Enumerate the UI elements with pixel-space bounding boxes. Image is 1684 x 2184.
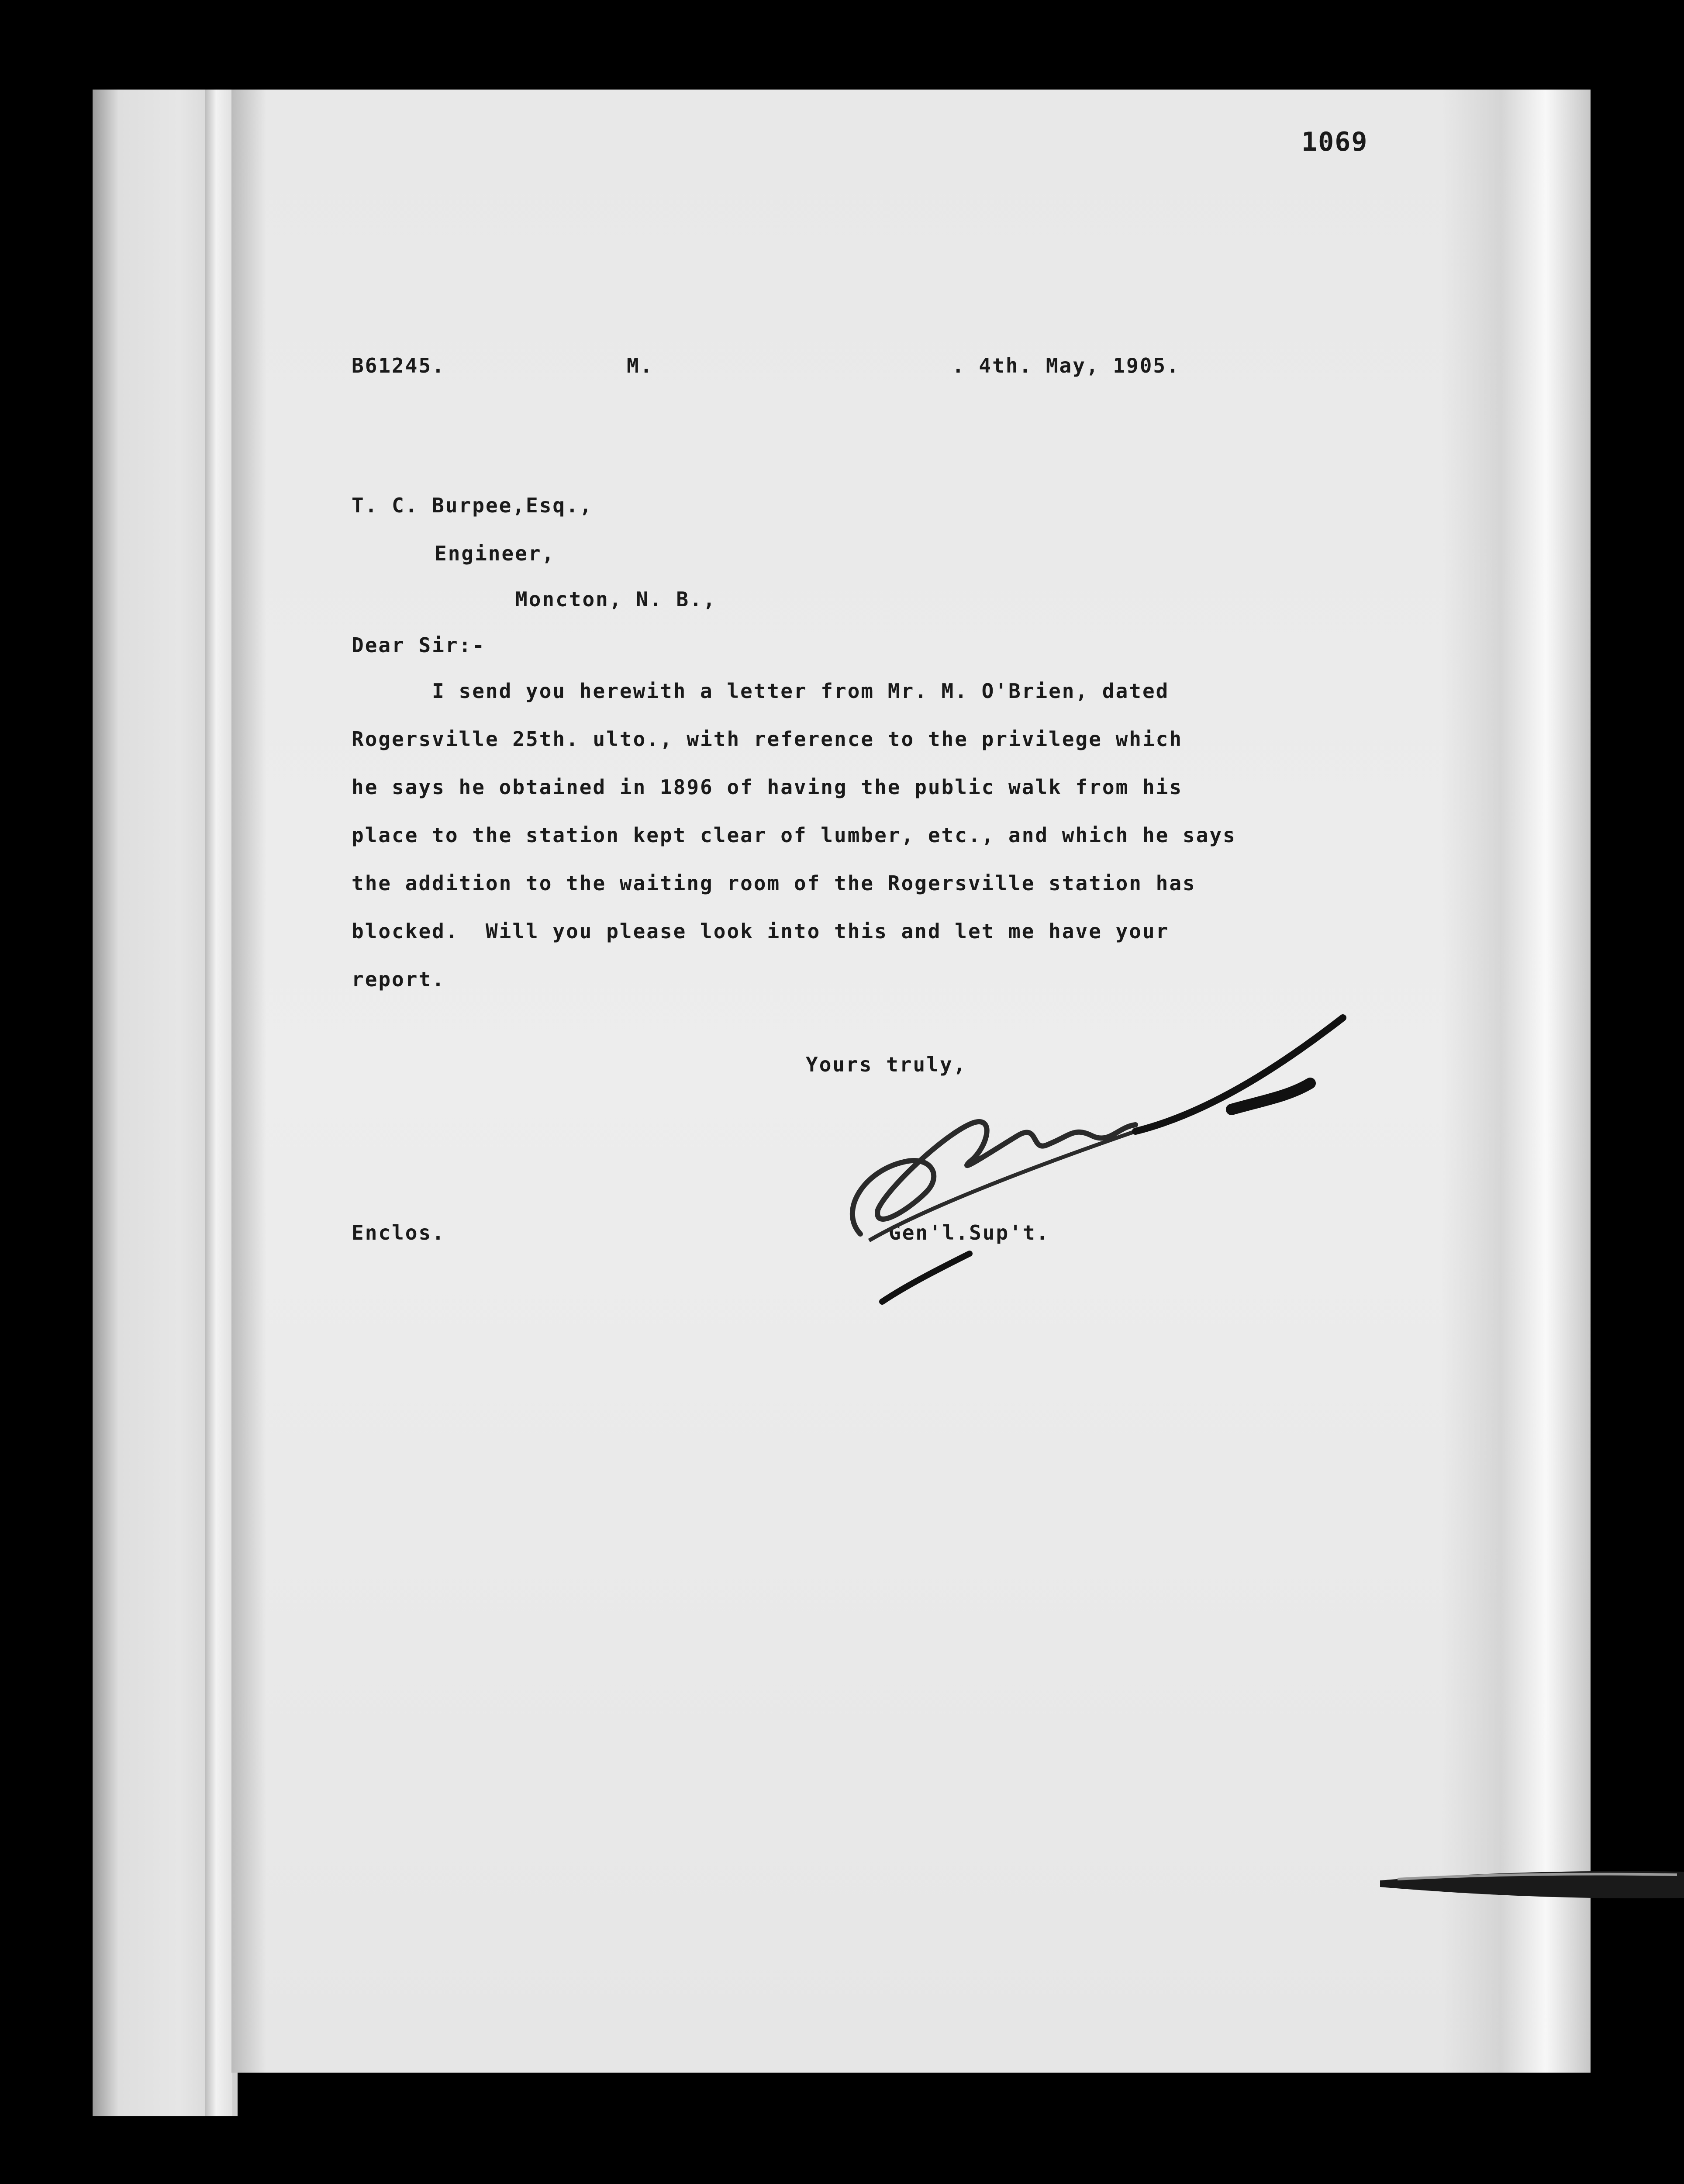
body-line: blocked. Will you please look into this and let me have your — [352, 919, 1170, 943]
page-number: 1069 — [1301, 127, 1368, 157]
body-line: Rogersville 25th. ulto., with reference to the privilege which — [352, 727, 1183, 751]
page-binding-shadow — [231, 90, 266, 2073]
handwritten-signature — [812, 1005, 1367, 1319]
body-line: place to the station kept clear of lumber, etc., and which he says — [352, 823, 1236, 847]
letter-date: . 4th. May, 1905. — [952, 354, 1180, 377]
page-fold — [1441, 90, 1591, 2073]
left-page-edge — [205, 90, 232, 2116]
closing: Yours truly, — [806, 1053, 967, 1076]
reference-number: B61245. — [352, 354, 445, 377]
reference-initial: M. — [627, 354, 654, 377]
recipient-place: Moncton, N. B., — [515, 587, 717, 611]
recipient-name: T. C. Burpee,Esq., — [352, 494, 593, 517]
body-line: the addition to the waiting room of the Rogersville station has — [352, 871, 1196, 895]
salutation: Dear Sir:- — [352, 633, 486, 657]
signature-title: Gen'l.Sup't. — [889, 1221, 1050, 1244]
body-line: report. — [352, 968, 445, 991]
body-line: I send you herewith a letter from Mr. M. O'Brien, dated — [352, 679, 1170, 703]
pen-tip — [1371, 1852, 1684, 1913]
enclosure-note: Enclos. — [352, 1221, 445, 1244]
recipient-title: Engineer, — [435, 542, 556, 565]
body-line: he says he obtained in 1896 of having the public walk from his — [352, 775, 1183, 799]
